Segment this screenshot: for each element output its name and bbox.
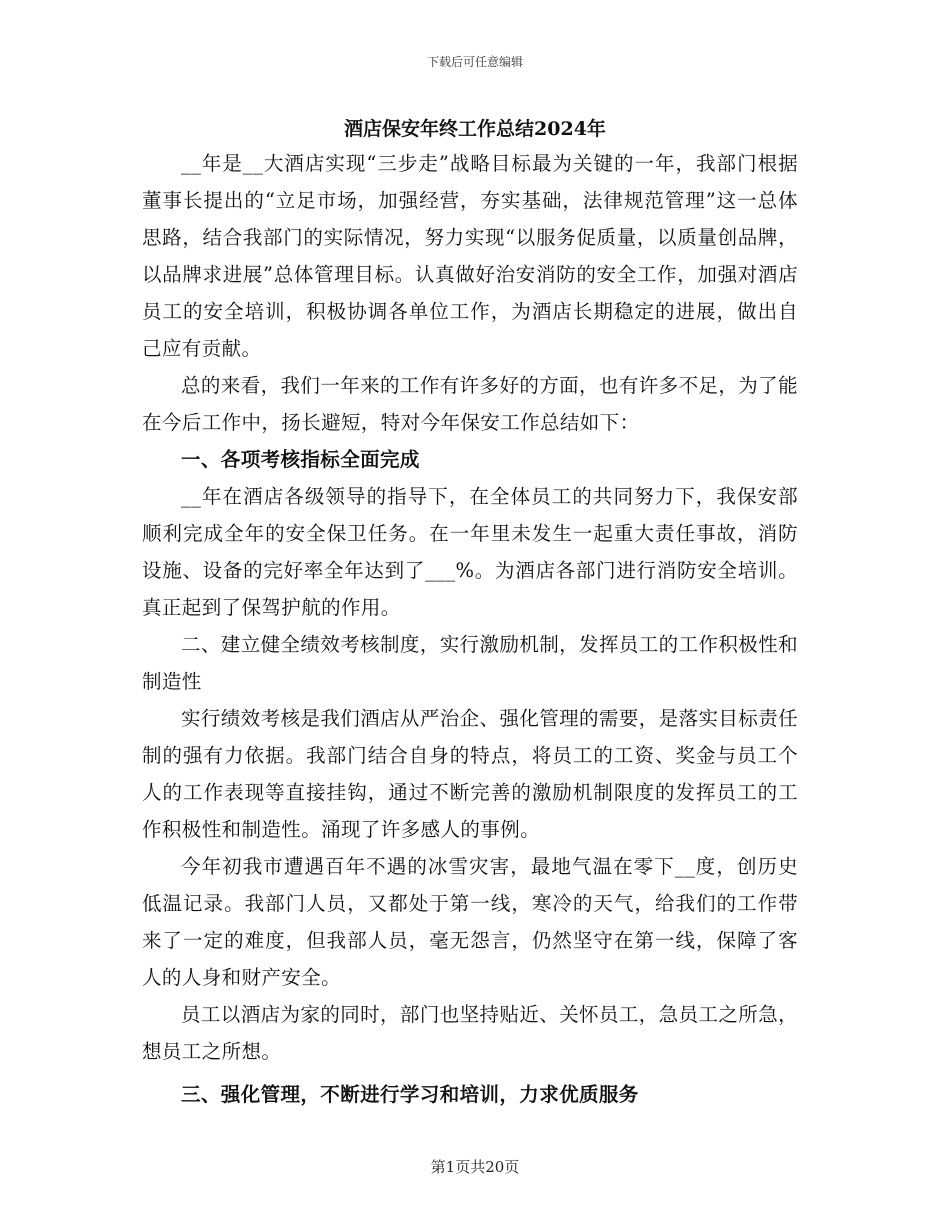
paragraph-intro: __年是__大酒店实现“三步走”战略目标最为关键的一年，我部门根据董事长提出的“立足市场，加强经营，夯实基础，法律规范管理”这一总体思路，结合我部门的实际情况，努力实现“以服务促质量，以质量创品牌，以品牌求进展”总体管理目标。认真做好治安消防的安全工作，加强对酒店员工的安全培训，积极协调各单位工作，为酒店长期稳定的进展，做出自己应有贡献。 [142,152,798,360]
section-heading-3: 三、强化管理，不断进行学习和培训，力求优质服务 [181,1083,639,1106]
section-heading-2: 二、建立健全绩效考核制度，实行激励机制，发挥员工的工作积极性和制造性 [142,633,798,693]
document-body [142,145,798,1113]
header-note: 下载后可任意编辑 [426,55,523,69]
paragraph-summary: 总的来看，我们一年来的工作有许多好的方面，也有许多不足，为了能在今后工作中，扬长避短，特对今年保安工作总结如下： [142,374,798,434]
section-heading-1: 一、各项考核指标全面完成 [181,448,420,471]
paragraph-section-1: __年在酒店各级领导的指导下，在全体员工的共同努力下，我保安部顺利完成全年的安全保卫任务。在一年里未发生一起重大责任事故，消防设施、设备的完好率全年达到了___%。为酒店各部门进行消防安全培训。真正起到了保驾护航的作用。 [142,485,798,619]
page-footer: 第1页共20页 [430,1158,520,1176]
document-title: 酒店保安年终工作总结2024年 [344,118,606,140]
paragraph-section-2b: 今年初我市遭遇百年不遇的冰雪灾害，最地气温在零下__度，创历史低温记录。我部门人员，又都处于第一线，寒冷的天气，给我们的工作带来了一定的难度，但我部人员，毫无怨言，仍然坚守在第一线，保障了客人的人身和财产安全。 [142,855,798,989]
paragraph-section-2a: 实行绩效考核是我们酒店从严治企、强化管理的需要，是落实目标责任制的强有力依据。我部门结合自身的特点，将员工的工资、奖金与员工个人的工作表现等直接挂钩，通过不断完善的激励机制限度的发挥员工的工作积极性和制造性。涌现了许多感人的事例。 [142,707,798,841]
paragraph-section-2c: 员工以酒店为家的同时，部门也坚持贴近、关怀员工，急员工之所急，想员工之所想。 [142,1003,798,1063]
